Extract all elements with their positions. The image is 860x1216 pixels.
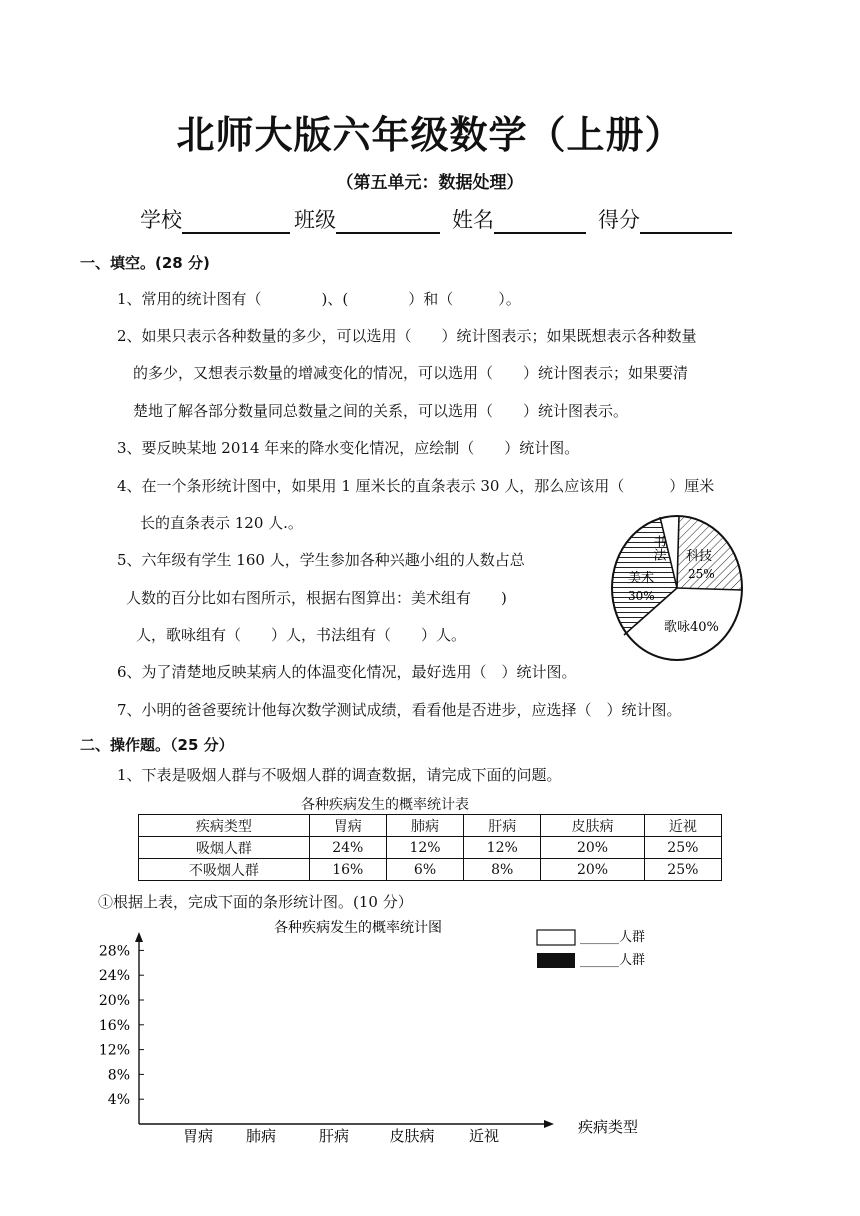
y-tick-label: 16% (98, 1017, 130, 1034)
x-category-label: 胃病 (182, 1127, 214, 1145)
section2-heading: 二、操作题。（25 分） (80, 736, 234, 754)
x-category-label: 皮肤病 (389, 1127, 435, 1145)
disease-probability-table (138, 814, 722, 881)
table-cell: 20% (541, 859, 644, 881)
question-6: 6、为了清楚地反映某病人的体温变化情况，最好选用（ ）统计图。 (117, 663, 577, 681)
page-title: 北师大版六年级数学（上册） (176, 113, 684, 157)
legend-white-swatch (537, 930, 575, 945)
table-row (139, 859, 722, 881)
table-cell: 25% (644, 859, 721, 881)
question-2-line2: 的多少，又想表示数量的增减变化的情况，可以选用（ ）统计图表示；如果要清 (133, 364, 689, 382)
name-blank[interactable] (494, 210, 586, 234)
class-label: 班级 (294, 208, 336, 232)
score-blank[interactable] (640, 210, 732, 234)
x-category-label: 近视 (468, 1127, 500, 1145)
table-cell: 25% (644, 837, 721, 859)
table-header-cell: 肺病 (386, 815, 463, 837)
table-caption: 各种疾病发生的概率统计表 (301, 797, 469, 813)
table-header-cell: 近视 (644, 815, 721, 837)
school-blank[interactable] (182, 210, 290, 234)
question-4-line2: 长的直条表示 120 人.。 (140, 514, 303, 532)
table-cell: 吸烟人群 (139, 837, 310, 859)
question-2-line1: 2、如果只表示各种数量的多少，可以选用（ ）统计图表示；如果既想表示各种数量 (117, 327, 697, 345)
y-axis-arrow (135, 932, 143, 942)
label-shufa-1: 书法 (650, 535, 666, 561)
label-meishu: 美术 (628, 571, 655, 586)
legend-black-label: ______人群 (580, 953, 646, 968)
table-cell: 12% (386, 837, 463, 859)
section2-intro: 1、下表是吸烟人群与不吸烟人群的调查数据，请完成下面的问题。 (117, 766, 562, 784)
question-5-line2: 人数的百分比如右图所示，根据右图算出：美术组有 ) (126, 589, 507, 607)
chart-title: 各种疾病发生的概率统计图 (274, 920, 442, 936)
section1-heading: 一、填空。(28 分) (80, 254, 210, 272)
interest-group-pie-chart (606, 510, 756, 670)
table-row (139, 837, 722, 859)
table-cell: 16% (309, 859, 386, 881)
label-meishu-pct: 30% (628, 589, 655, 603)
x-axis-arrow (544, 1120, 554, 1128)
x-axis-label: 疾病类型 (578, 1118, 639, 1136)
disease-bar-chart (0, 910, 860, 1216)
question-3: 3、要反映某地 2014 年来的降水变化情况，应绘制（ ）统计图。 (117, 439, 580, 457)
question-5-line3: 人，歌咏组有（ ）人，书法组有（ ）人。 (136, 626, 467, 644)
school-label: 学校 (140, 208, 182, 232)
table-header-cell: 皮肤病 (541, 815, 644, 837)
question-1: 1、常用的统计图有（ )、( ）和（ ）。 (117, 290, 521, 308)
label-keji: 科技 (686, 549, 713, 564)
y-tick-label: 20% (98, 993, 130, 1009)
table-cell: 24% (309, 837, 386, 859)
legend-black-swatch (537, 953, 575, 968)
question-2-line3: 楚地了解各部分数量同总数量之间的关系，可以选用（ ）统计图表示。 (133, 402, 629, 420)
table-header-cell: 疾病类型 (139, 815, 310, 837)
table-cell: 20% (541, 837, 644, 859)
table-header-cell: 肝病 (464, 815, 541, 837)
question-7: 7、小明的爸爸要统计他每次数学测试成绩，看看他是否进步，应选择（ ）统计图。 (117, 701, 682, 719)
table-cell: 不吸烟人群 (139, 859, 310, 881)
y-tick-label: 4% (107, 1092, 130, 1109)
table-header-cell: 胃病 (309, 815, 386, 837)
label-gechang: 歌咏40% (664, 620, 719, 635)
y-tick-label: 8% (107, 1067, 130, 1084)
question-4-line1: 4、在一个条形统计图中，如果用 1 厘米长的直条表示 30 人，那么应该用（ ）厘米 (117, 477, 715, 495)
y-tick-label: 12% (98, 1042, 130, 1059)
question-5-line1: 5、六年级有学生 160 人，学生参加各种兴趣小组的人数占总 (117, 551, 525, 569)
table-header-row (139, 815, 722, 837)
label-keji-pct: 25% (688, 567, 715, 581)
name-label: 姓名 (452, 208, 494, 232)
legend-white-label: ______人群 (580, 930, 646, 945)
y-tick-label: 28% (98, 943, 130, 960)
table-cell: 8% (464, 859, 541, 881)
info-line (140, 204, 732, 234)
chart-task: ①根据上表，完成下面的条形统计图。(10 分） (98, 893, 413, 911)
class-blank[interactable] (336, 210, 440, 234)
y-tick-label: 24% (98, 968, 130, 985)
table-cell: 6% (386, 859, 463, 881)
x-category-label: 肺病 (245, 1127, 277, 1145)
page-subtitle: （第五单元：数据处理） (336, 173, 524, 193)
table-cell: 12% (464, 837, 541, 859)
score-label: 得分 (598, 208, 640, 232)
x-category-label: 肝病 (318, 1127, 350, 1145)
